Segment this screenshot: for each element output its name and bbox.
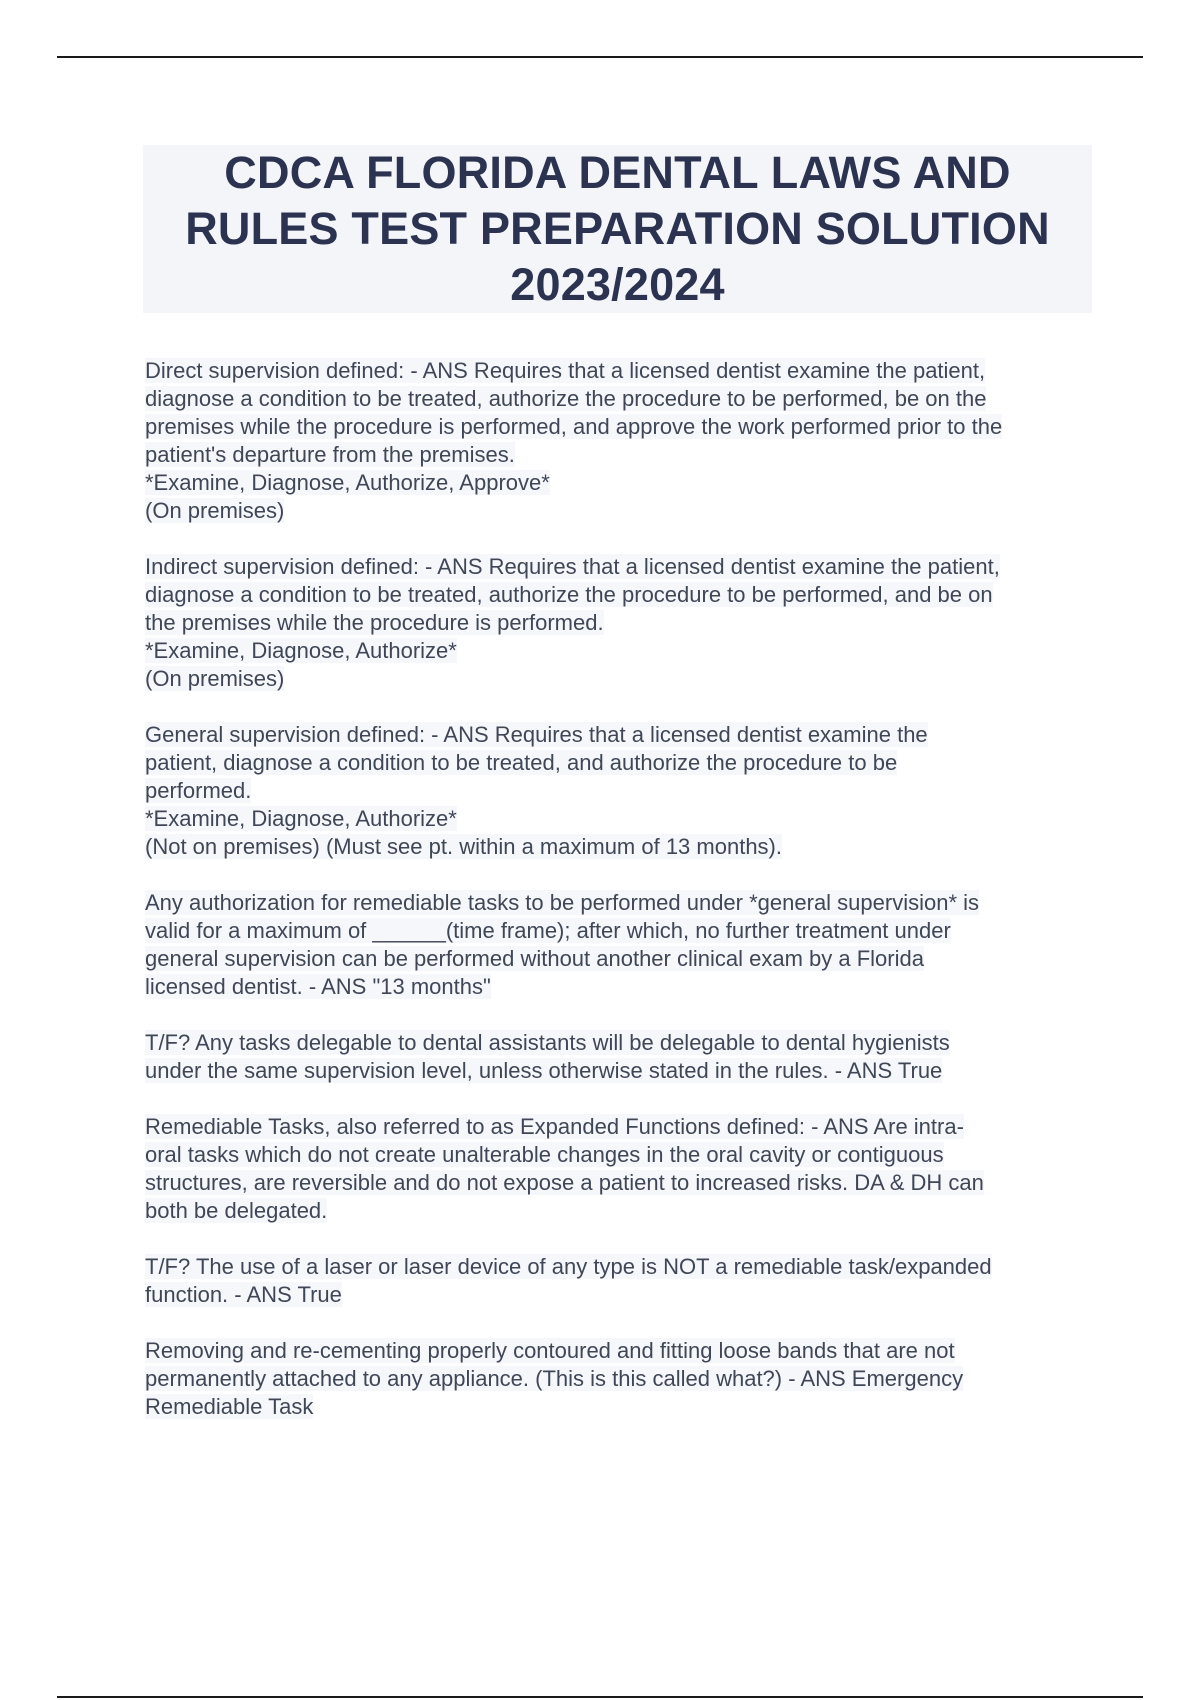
entry-line: function. - ANS True bbox=[145, 1282, 342, 1307]
entry-line: T/F? Any tasks delegable to dental assistants will be delegable to dental hygienists bbox=[145, 1030, 950, 1055]
entry-line: T/F? The use of a laser or laser device of any type is NOT a remediable task/expanded bbox=[145, 1254, 992, 1279]
entry-line: *Examine, Diagnose, Authorize, Approve* bbox=[145, 470, 550, 495]
entry-line: Direct supervision defined: - ANS Requires that a licensed dentist examine the patient, bbox=[145, 358, 986, 383]
entry-line: Remediable Task bbox=[145, 1394, 314, 1419]
entry-line: patient's departure from the premises. bbox=[145, 442, 515, 467]
title-line-2: RULES TEST PREPARATION SOLUTION bbox=[185, 203, 1050, 254]
qa-entry-laser-device bbox=[145, 1253, 1095, 1309]
entry-line: diagnose a condition to be treated, authorize the procedure to be performed, be on the bbox=[145, 386, 987, 411]
qa-content bbox=[145, 357, 1095, 1449]
entry-line: performed. bbox=[145, 778, 252, 803]
top-rule bbox=[57, 56, 1143, 58]
entry-line: Removing and re-cementing properly contoured and fitting loose bands that are not bbox=[145, 1338, 955, 1363]
qa-entry-delegable-tasks bbox=[145, 1029, 1095, 1085]
bottom-rule bbox=[57, 1696, 1143, 1698]
entry-line: patient, diagnose a condition to be treated, and authorize the procedure to be bbox=[145, 750, 898, 775]
title-banner bbox=[143, 145, 1092, 313]
entry-line: the premises while the procedure is performed. bbox=[145, 610, 604, 635]
qa-entry-emergency-remediable-task bbox=[145, 1337, 1095, 1421]
qa-entry-authorization-time-frame bbox=[145, 889, 1095, 1001]
entry-line: diagnose a condition to be treated, authorize the procedure to be performed, and be on bbox=[145, 582, 993, 607]
entry-line: both be delegated. bbox=[145, 1198, 328, 1223]
entry-line: licensed dentist. - ANS "13 months" bbox=[145, 974, 491, 999]
qa-entry-direct-supervision bbox=[145, 357, 1095, 525]
entry-line: Indirect supervision defined: - ANS Requires that a licensed dentist examine the patient, bbox=[145, 554, 1000, 579]
qa-entry-indirect-supervision bbox=[145, 553, 1095, 693]
entry-line: premises while the procedure is performed, and approve the work performed prior to the bbox=[145, 414, 1003, 439]
title-line-1: CDCA FLORIDA DENTAL LAWS AND bbox=[224, 147, 1011, 198]
entry-line: under the same supervision level, unless otherwise stated in the rules. - ANS True bbox=[145, 1058, 943, 1083]
title-line-3: 2023/2024 bbox=[510, 259, 725, 310]
entry-line: Remediable Tasks, also referred to as Expanded Functions defined: - ANS Are intra- bbox=[145, 1114, 964, 1139]
qa-entry-general-supervision bbox=[145, 721, 1095, 861]
entry-line: structures, are reversible and do not expose a patient to increased risks. DA & DH can bbox=[145, 1170, 984, 1195]
entry-line: *Examine, Diagnose, Authorize* bbox=[145, 638, 457, 663]
entry-line: oral tasks which do not create unalterable changes in the oral cavity or contiguous bbox=[145, 1142, 944, 1167]
entry-line: Any authorization for remediable tasks to be performed under *general supervision* is bbox=[145, 890, 980, 915]
entry-line: valid for a maximum of ______(time frame); after which, no further treatment under bbox=[145, 918, 951, 943]
qa-entry-remediable-tasks bbox=[145, 1113, 1095, 1225]
entry-line: (On premises) bbox=[145, 666, 285, 691]
entry-line: general supervision can be performed without another clinical exam by a Florida bbox=[145, 946, 924, 971]
entry-line: *Examine, Diagnose, Authorize* bbox=[145, 806, 457, 831]
entry-line: (On premises) bbox=[145, 498, 285, 523]
document-title bbox=[185, 145, 1050, 313]
entry-line: permanently attached to any appliance. (This is this called what?) - ANS Emergency bbox=[145, 1366, 964, 1391]
entry-line: (Not on premises) (Must see pt. within a maximum of 13 months). bbox=[145, 834, 782, 859]
entry-line: General supervision defined: - ANS Requires that a licensed dentist examine the bbox=[145, 722, 928, 747]
